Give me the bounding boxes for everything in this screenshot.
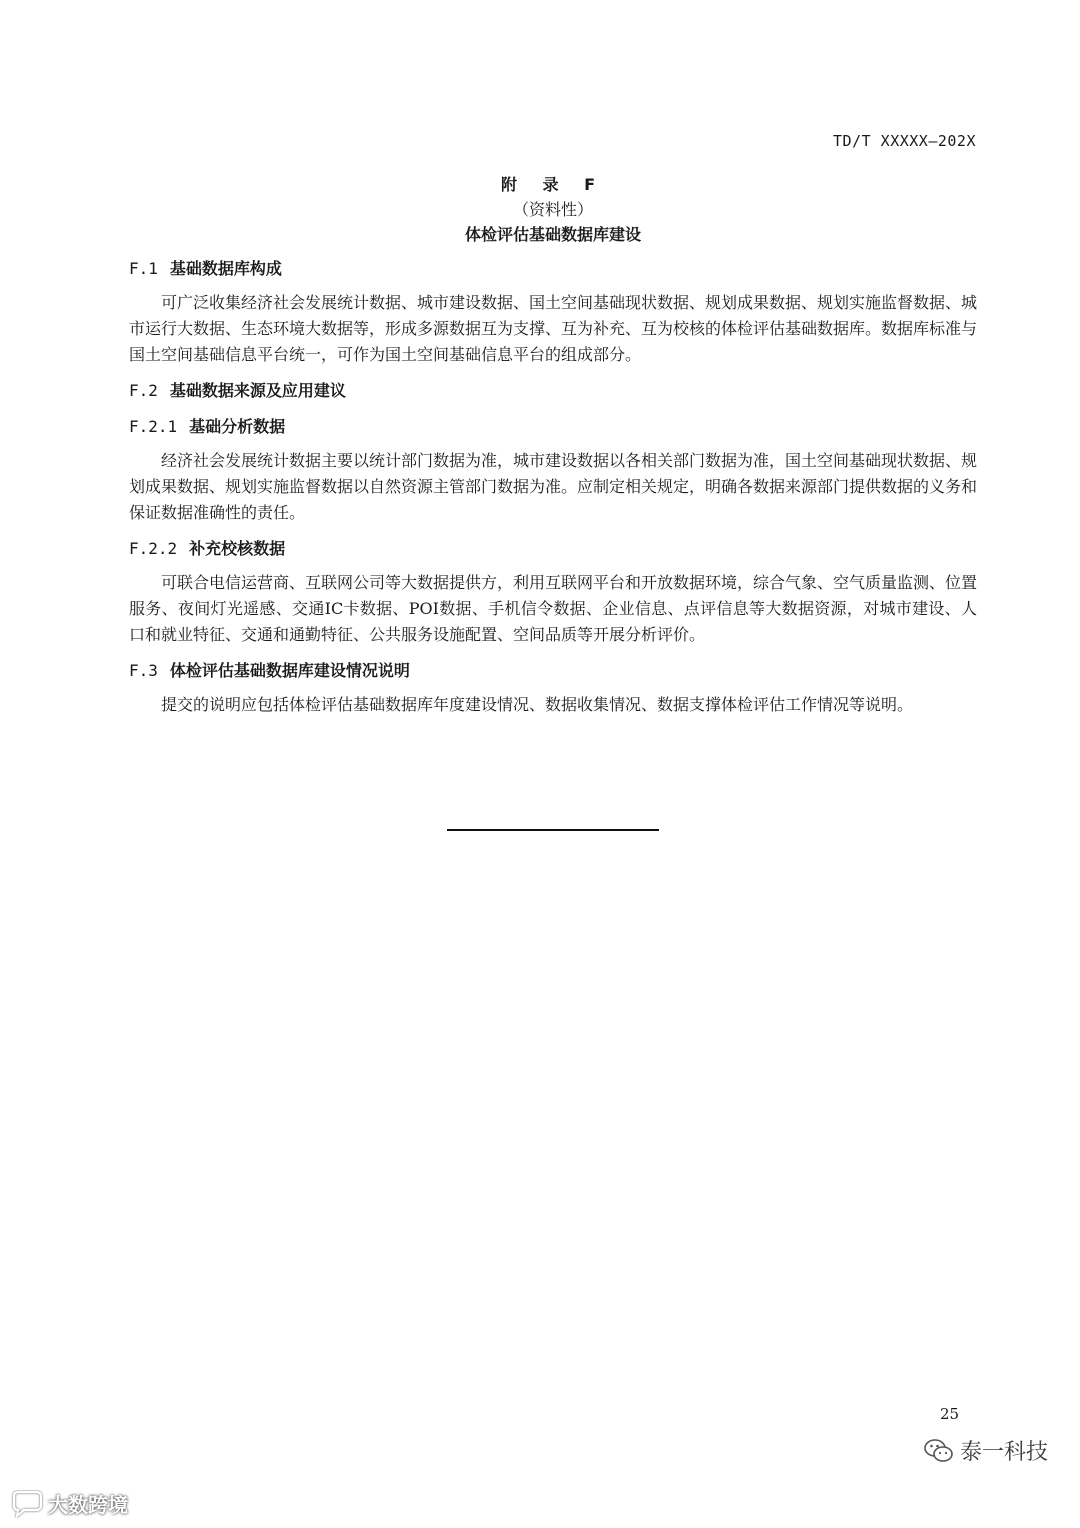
section-number: F.2.2 [129, 539, 178, 558]
end-of-appendix-rule [447, 829, 659, 831]
appendix-nature: （资料性） [512, 200, 593, 219]
section-number: F.2.1 [129, 417, 178, 436]
section-f21-paragraph: 经济社会发展统计数据主要以统计部门数据为准，城市建设数据以各相关部门数据为准，国土空间基础现状数据、规划成果数据、规划实施监督数据以自然资源主管部门数据为准。应制定相关规定，明确各数据来源部门提供数据的义务和保证数据准确性的责任。 [129, 451, 978, 522]
section-number: F.2 [129, 381, 158, 400]
page-number: 25 [940, 1405, 960, 1423]
section-f3-paragraph: 提交的说明应包括体检评估基础数据库年度建设情况、数据收集情况、数据支撑体检评估工作情况等说明。 [161, 695, 914, 714]
appendix-label: 附 录 F [500, 175, 606, 194]
watermark-left [10, 1489, 128, 1518]
section-f1-heading [129, 256, 977, 282]
wechat-icon [924, 1438, 954, 1464]
standard-code: TD/T XXXXX—202X [833, 132, 976, 150]
section-f1-paragraph: 可广泛收集经济社会发展统计数据、城市建设数据、国土空间基础现状数据、规划成果数据、规划实施监督数据、城市运行大数据、生态环境大数据等，形成多源数据互为支撑、互为补充、互为校核的体检评估基础数据库。数据库标准与国土空间基础信息平台统一，可作为国土空间基础信息平台的组成部分。 [129, 293, 978, 364]
section-f22-paragraph: 可联合电信运营商、互联网公司等大数据提供方，利用互联网平台和开放数据环境，综合气象、空气质量监测、位置服务、夜间灯光遥感、交通IC卡数据、POI数据、手机信令数据、企业信息、点评信息等大数据资源，对城市建设、人口和就业特征、交通和通勤特征、公共服务设施配置、空间品质等开展分析评价。 [129, 573, 978, 644]
watermark-right [924, 1435, 1048, 1466]
section-title: 补充校核数据 [189, 539, 286, 558]
section-title: 基础分析数据 [189, 417, 286, 436]
section-number: F.1 [129, 259, 158, 278]
section-number: F.3 [129, 661, 158, 680]
watermark-left-text: 大数跨境 [48, 1493, 128, 1517]
section-f3-heading [129, 658, 977, 684]
chat-bubble-icon [10, 1490, 44, 1518]
document-body [129, 256, 977, 718]
appendix-title-block [0, 172, 1080, 247]
section-title: 基础数据来源及应用建议 [169, 381, 346, 400]
section-title: 基础数据库构成 [169, 259, 282, 278]
watermark-right-text: 泰一科技 [959, 1440, 1048, 1465]
section-f2-heading [129, 378, 977, 404]
appendix-main-title: 体检评估基础数据库建设 [464, 225, 641, 244]
section-f21-heading [129, 414, 977, 440]
section-f22-heading [129, 536, 977, 562]
section-title: 体检评估基础数据库建设情况说明 [169, 661, 410, 680]
